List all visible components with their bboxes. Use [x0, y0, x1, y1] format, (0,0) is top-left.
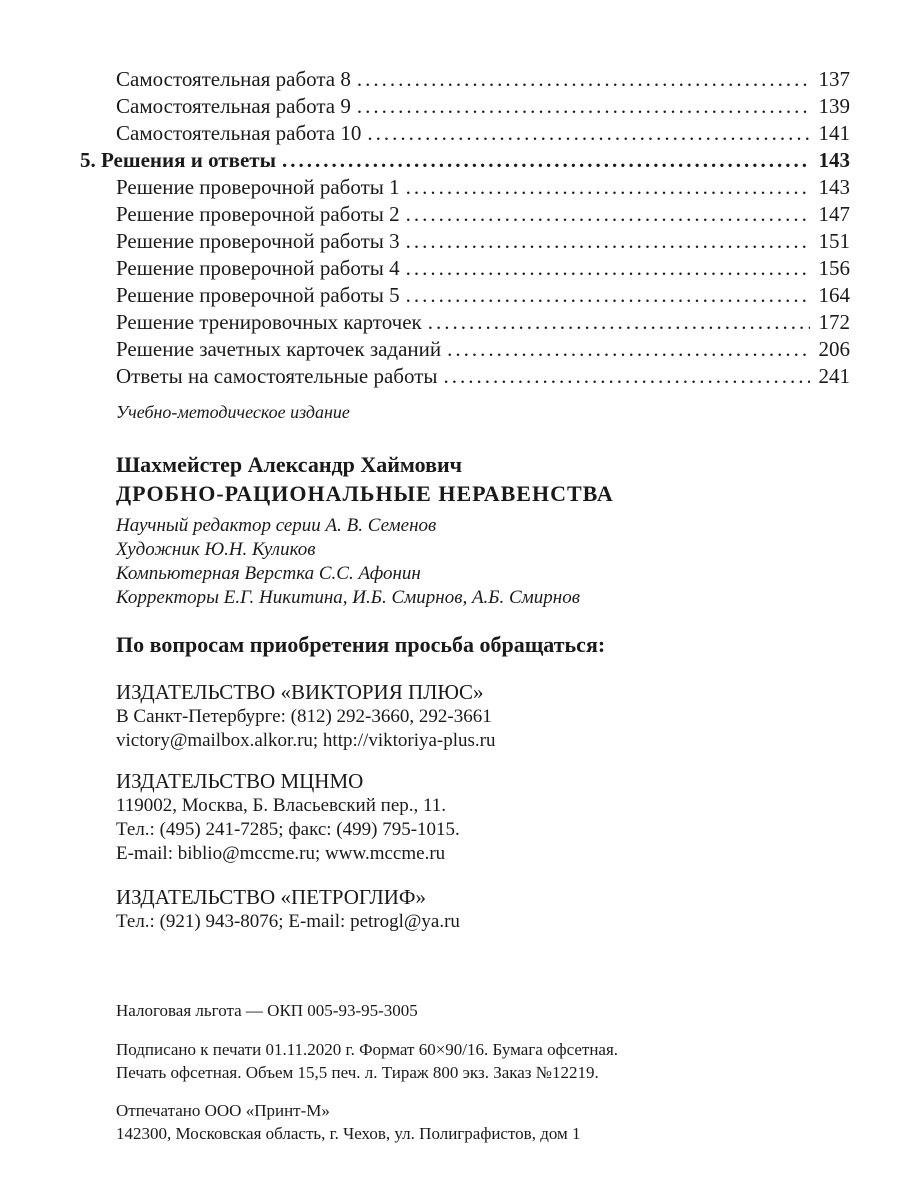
toc-entry-page: 172 [818, 310, 850, 334]
toc-entry-title: Решение проверочной работы 1 [116, 175, 400, 199]
toc-entry-page: 241 [818, 364, 850, 388]
toc-entry [80, 309, 850, 336]
book-author: Шахмейстер Александр Хаймович [116, 452, 463, 477]
toc-entry-page: 206 [818, 337, 850, 361]
contact-heading: По вопросам приобретения просьба обращаться: [116, 632, 606, 657]
edition-type: Учебно-методическое издание [116, 402, 350, 422]
toc-entry [80, 228, 850, 255]
toc-entry [80, 201, 850, 228]
printer-name: Отпечатано ООО «Принт-М» [116, 1101, 330, 1120]
toc-entry [80, 255, 850, 282]
credit-proofreaders: Корректоры Е.Г. Никитина, И.Б. Смирнов, А.Б. Смирнов [116, 587, 580, 608]
toc-entry [80, 66, 850, 93]
toc-entry-page: 164 [818, 283, 850, 307]
toc-entry [80, 93, 850, 120]
publisher-email: E-mail: biblio@mccme.ru; www.mccme.ru [116, 843, 446, 864]
toc-leader-dots [406, 174, 810, 201]
toc-entry-page: 143 [818, 148, 850, 172]
publisher-petroglif [116, 884, 856, 934]
toc-entry-page: 147 [818, 202, 850, 226]
publisher-name: ИЗДАТЕЛЬСТВО «ПЕТРОГЛИФ» [116, 885, 426, 909]
toc-entry-title: Ответы на самостоятельные работы [116, 364, 438, 388]
toc-section-entry [80, 147, 850, 174]
toc-leader-dots [428, 309, 810, 336]
toc-entry-title: Самостоятельная работа 10 [116, 121, 362, 145]
toc-leader-dots [357, 66, 810, 93]
toc-entry-title: 5. Решения и ответы [80, 148, 276, 172]
toc-leader-dots [406, 282, 810, 309]
toc-entry-title: Решение проверочной работы 5 [116, 283, 400, 307]
publisher-phone: Тел.: (495) 241-7285; факс: (499) 795-1015. [116, 819, 460, 840]
toc-entry-page: 156 [818, 256, 850, 280]
printer-address: 142300, Московская область, г. Чехов, ул. Полиграфистов, дом 1 [116, 1124, 581, 1143]
toc-leader-dots [367, 120, 810, 147]
toc-leader-dots [406, 255, 810, 282]
publisher-web: victory@mailbox.alkor.ru; http://viktoriya-plus.ru [116, 730, 496, 751]
toc-entry [80, 363, 850, 390]
toc-leader-dots [406, 228, 810, 255]
toc-leader-dots [406, 201, 810, 228]
publisher-name: ИЗДАТЕЛЬСТВО МЦНМО [116, 769, 364, 793]
toc-leader-dots [357, 93, 810, 120]
table-of-contents [80, 66, 850, 390]
toc-entry-page: 151 [818, 229, 850, 253]
printer-info [116, 1099, 856, 1145]
toc-entry [80, 120, 850, 147]
publisher-name: ИЗДАТЕЛЬСТВО «ВИКТОРИЯ ПЛЮС» [116, 680, 484, 704]
publisher-mccme [116, 768, 856, 866]
print-details [116, 1038, 856, 1084]
toc-leader-dots [443, 363, 810, 390]
credit-series-editor: Научный редактор серии А. В. Семенов [116, 515, 437, 536]
toc-entry-page: 141 [818, 121, 850, 145]
toc-entry-title: Решение зачетных карточек заданий [116, 337, 442, 361]
toc-entry-title: Решение тренировочных карточек [116, 310, 422, 334]
publisher-address: 119002, Москва, Б. Власьевский пер., 11. [116, 795, 447, 816]
toc-entry-title: Самостоятельная работа 9 [116, 94, 351, 118]
toc-leader-dots [282, 147, 810, 174]
toc-entry-title: Решение проверочной работы 2 [116, 202, 400, 226]
toc-leader-dots [447, 336, 810, 363]
toc-entry [80, 336, 850, 363]
publisher-phone: В Санкт-Петербурге: (812) 292-3660, 292-3661 [116, 706, 492, 727]
toc-entry [80, 174, 850, 201]
toc-entry-page: 137 [818, 67, 850, 91]
tax-note: Налоговая льгота — ОКП 005-93-95-3005 [116, 1001, 418, 1020]
toc-entry-page: 139 [818, 94, 850, 118]
book-title: ДРОБНО-РАЦИОНАЛЬНЫЕ НЕРАВЕНСТВА [116, 481, 614, 506]
toc-entry-title: Решение проверочной работы 3 [116, 229, 400, 253]
toc-entry-title: Самостоятельная работа 8 [116, 67, 351, 91]
print-details-line: Печать офсетная. Объем 15,5 печ. л. Тираж 800 экз. Заказ №12219. [116, 1063, 599, 1082]
credit-layout: Компьютерная Верстка С.С. Афонин [116, 563, 421, 584]
credits-list [116, 514, 856, 610]
print-details-line: Подписано к печати 01.11.2020 г. Формат 60×90/16. Бумага офсетная. [116, 1040, 619, 1059]
toc-entry-title: Решение проверочной работы 4 [116, 256, 400, 280]
credit-artist: Художник Ю.Н. Куликов [116, 539, 316, 560]
publisher-viktoriya-plus [116, 679, 856, 753]
toc-entry [80, 282, 850, 309]
toc-entry-page: 143 [818, 175, 850, 199]
publisher-phone: Тел.: (921) 943-8076; E-mail: petrogl@ya.ru [116, 911, 460, 932]
